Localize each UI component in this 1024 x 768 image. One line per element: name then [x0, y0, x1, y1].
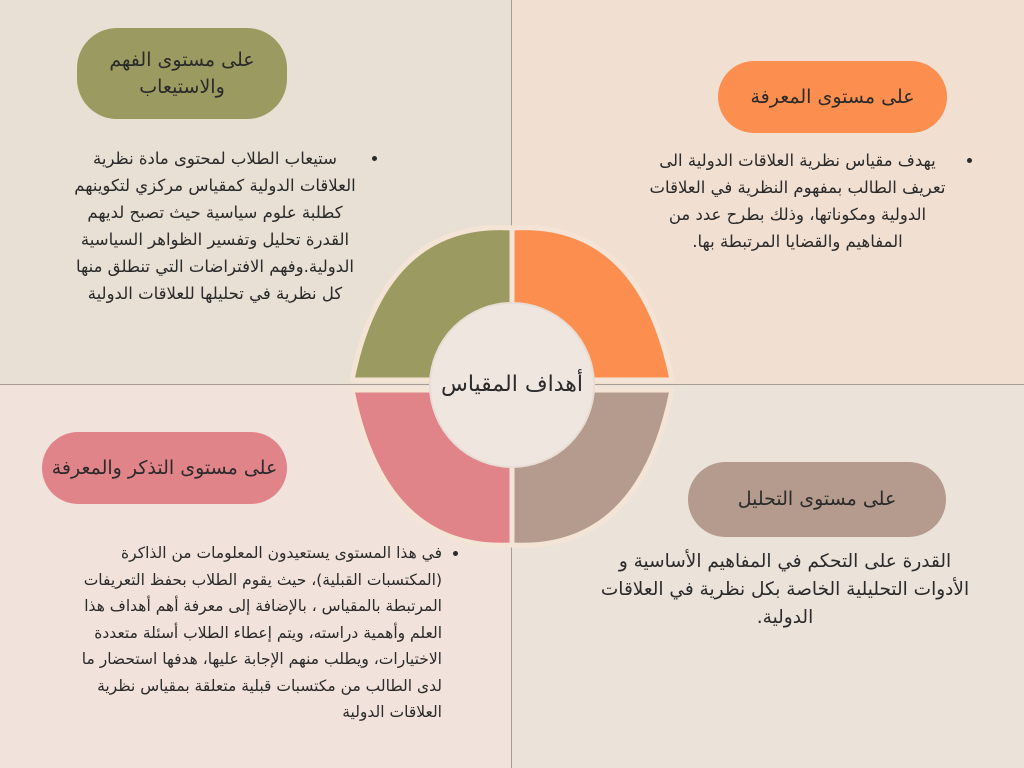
heading-recall — [42, 432, 287, 504]
heading-recall-label: على مستوى التذكر والمعرفة — [51, 456, 278, 479]
heading-analysis-label: على مستوى التحليل — [737, 488, 897, 510]
body-analysis: القدرة على التحكم في المفاهيم الأساسية و الأدوات التحليلية الخاصة بكل نظرية في العلاقات الدولية. — [600, 551, 970, 628]
body-knowledge-item: • يهدف مقياس نظرية العلاقات الدولية الى تعريف الطالب بمفهوم النظرية في العلاقات الدولية ومكوناتها، وذلك بطرح عدد من المفاهيم والقضايا المرتبطة بها. — [640, 147, 955, 255]
heading-knowledge — [718, 61, 947, 133]
body-understanding-item: • ستيعاب الطلاب لمحتوى مادة نظرية العلاقات الدولية كمقياس مركزي لتكوينهم كطلبة علوم سياسية حيث تصبح لديهم القدرة تحليل وتفسير الظواهر السياسية الدولية.وفهم الافتراضات التي تنطلق منها كل نظرية في تحليلها للعلاقات الدولية — [70, 145, 360, 307]
heading-knowledge-label: على مستوى المعرفة — [750, 85, 915, 108]
heading-understanding-label: على مستوى الفهم والاستيعاب — [109, 48, 255, 98]
body-knowledge — [640, 147, 975, 255]
body-recall — [62, 540, 462, 726]
body-understanding — [70, 145, 380, 307]
heading-analysis — [688, 462, 946, 537]
heading-understanding — [77, 28, 287, 119]
body-recall-item: • في هذا المستوى يستعيدون المعلومات من الذاكرة (المكتسبات القبلية)، حيث يقوم الطلاب بحفظ التعريفات المرتبطة بالمقياس ، بالإضافة إلى معرفة أهم أهداف هذا العلم وأهمية دراسته، ويتم إعطاء الطلاب أسئلة متعددة الاختيارات، ويطلب منهم الإجابة عليها، هدفها استحضار ما لدى الطالب من مكتسبات قبلية متعلقة بمقياس نظرية العلاقات الدولية — [62, 540, 442, 726]
center-title: أهداف المقياس — [440, 372, 584, 397]
